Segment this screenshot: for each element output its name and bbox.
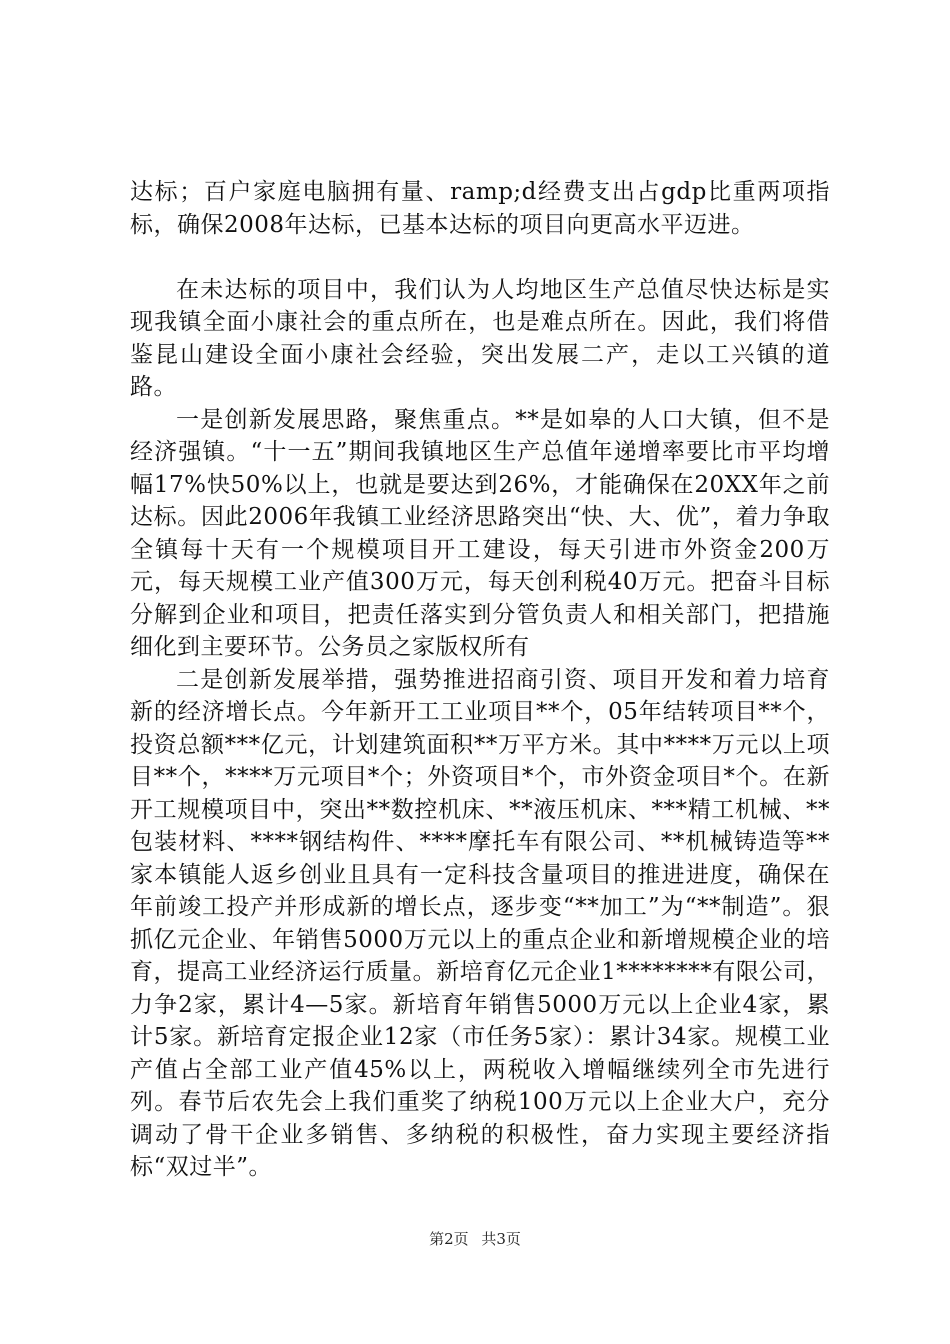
page-total: 共3页 bbox=[481, 1230, 521, 1248]
paragraph-unmet-targets: 在未达标的项目中，我们认为人均地区生产总值尽快达标是实现我镇全面小康社会的重点所在，也是难点所在。因此，我们将借鉴昆山建设全面小康社会经验，突出发展二产，走以工兴镇的道路。 bbox=[130, 276, 830, 400]
page-number: 第2页 bbox=[429, 1230, 469, 1248]
paragraph-continuation: 达标；百户家庭电脑拥有量、ramp;d经费支出占gdp比重两项指标，确保2008年达标，已基本达标的项目向更高水平迈进。 bbox=[130, 179, 830, 238]
page-footer bbox=[0, 1228, 950, 1249]
paragraph-point-two: 二是创新发展举措，强势推进招商引资、项目开发和着力培育新的经济增长点。今年新开工工业项目**个，05年结转项目**个，投资总额***亿元，计划建筑面积**万平方米。其中****万元以上项目**个，****万元项目*个；外资项目*个，市外资金项目*个。在新开工规模项目中，突出**数控机床、**液压机床、***精工机械、**包装材料、****钢结构件、****摩托车有限公司、**机械铸造等**家本镇能人返乡创业且具有一定科技含量项目的推进进度，确保在年前竣工投产并形成新的增长点，逐步变“**加工”为“**制造”。狠抓亿元企业、年销售5000万元以上的重点企业和新增规模企业的培育，提高工业经济运行质量。新培育亿元企业1********有限公司，力争2家，累计4—5家。新培育年销售5000万元以上企业4家，累计5家。新培育定报企业12家（市任务5家）：累计34家。规模工业产值占全部工业产值45%以上，两税收入增幅继续列全市先进行列。春节后农先会上我们重奖了纳税100万元以上企业大户，充分调动了骨干企业多销售、多纳税的积极性，奋力实现主要经济指标“双过半”。 bbox=[130, 666, 830, 1180]
paragraph-point-one: 一是创新发展思路，聚焦重点。**是如皋的人口大镇，但不是经济强镇。“十一五”期间我镇地区生产总值年递增率要比市平均增幅17%快50%以上，也就是要达到26%，才能确保在20XX年之前达标。因此2006年我镇工业经济思路突出“快、大、优”，着力争取全镇每十天有一个规模项目开工建设，每天引进市外资金200万元，每天规模工业产值300万元，每天创利税40万元。把奋斗目标分解到企业和项目，把责任落实到分管负责人和相关部门，把措施细化到主要环节。公务员之家版权所有 bbox=[130, 406, 830, 660]
body-text bbox=[130, 176, 830, 1184]
